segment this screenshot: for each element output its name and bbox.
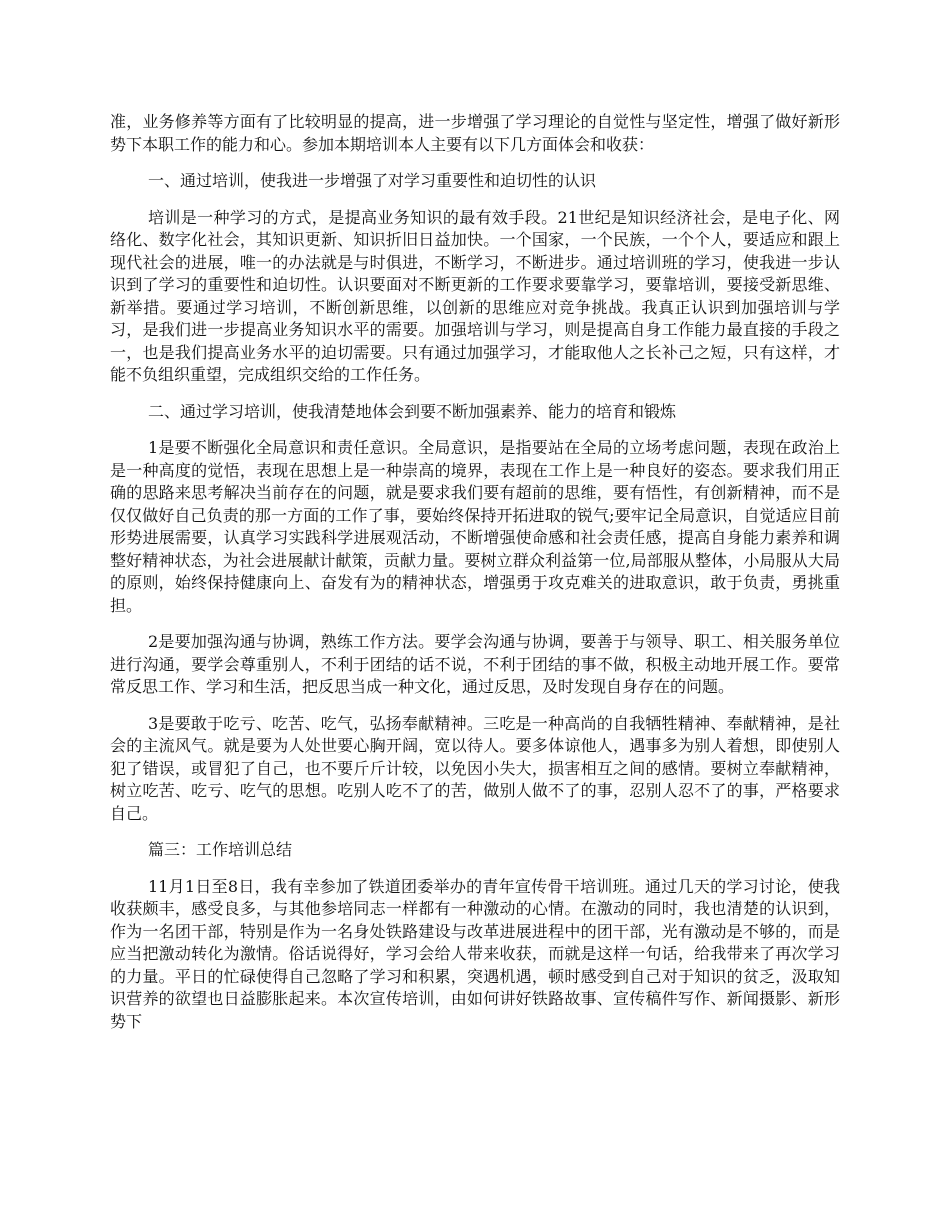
paragraph-point-1: 1是要不断强化全局意识和责任意识。全局意识，是指要站在全局的立场考虑问题，表现在政治上是一种高度的觉悟，表现在思想上是一种崇高的境界，表现在工作上是一种良好的姿态。要求我们用正确的思路来思考解决当前存在的问题，就是要求我们要有超前的思维，要有悟性，有创新精神，而不是仅仅做好自己负责的那一方面的工作了事，要始终保持开拓进取的锐气;要牢记全局意识，自觉适应目前形势进展需要，认真学习实践科学进展观活动，不断增强使命感和社会责任感，提高自身能力素养和调整好精神状态，为社会进展献计献策，贡献力量。要树立群众利益第一位,局部服从整体，小局服从大局的原则，始终保持健康向上、奋发有为的精神状态，增强勇于攻克难关的进取意识，敢于负责，勇挑重担。 bbox=[110, 438, 840, 615]
paragraph-training-importance: 培训是一种学习的方式，是提高业务知识的最有效手段。21世纪是知识经济社会，是电子化、网络化、数字化社会，其知识更新、知识折旧日益加快。一个国家，一个民族，一个个人，要适应和跟上现代社会的进展，唯一的办法就是与时俱进，不断学习，不断进步。通过培训班的学习，使我进一步认识到了学习的重要性和迫切性。认识要面对不断更新的工作要求要靠学习，要靠培训，要接受新思维、新举措。要通过学习培训，不断创新思维，以创新的思维应对竞争挑战。我真正认识到加强培训与学习，是我们进一步提高业务知识水平的需要。加强培训与学习，则是提高自身工作能力最直接的手段之一，也是我们提高业务水平的迫切需要。只有通过加强学习，才能取他人之长补己之短，只有这样，才能不负组织重望，完成组织交给的工作任务。 bbox=[110, 207, 840, 384]
paragraph-point-3: 3是要敢于吃亏、吃苦、吃气，弘扬奉献精神。三吃是一种高尚的自我牺牲精神、奉献精神，是社会的主流风气。就是要为人处世要心胸开阔，宽以待人。要多体谅他人，遇事多为别人着想，即使别人犯了错误，或冒犯了自己，也不要斤斤计较，以免因小失大，损害相互之间的感情。要树立奉献精神，树立吃苦、吃亏、吃气的思想。吃别人吃不了的苦，做别人做不了的事，忍别人忍不了的事，严格要求自己。 bbox=[110, 713, 840, 823]
section-heading-1: 一、通过培训，使我进一步增强了对学习重要性和迫切性的认识 bbox=[148, 171, 597, 190]
document-page bbox=[110, 111, 840, 1047]
paragraph-training-summary: 11月1日至8日，我有幸参加了铁道团委举办的青年宣传骨干培训班。通过几天的学习讨论，使我收获颇丰，感受良多，与其他参培同志一样都有一种激动的心情。在激动的同时，我也清楚的认识到，作为一名团干部，特别是作为一名身处铁路建设与改革进展进程中的团干部，光有激动是不够的，而是应当把激动转化为激情。俗话说得好，学习会给人带来收获，而就是这样一句话，给我带来了再次学习的力量。平日的忙碌使得自己忽略了学习和积累，突遇机遇，顿时感受到自己对于知识的贫乏，汲取知识营养的欲望也日益膨胀起来。本次宣传培训，由如何讲好铁路故事、宣传稿件写作、新闻摄影、新形势下 bbox=[110, 876, 840, 1031]
paragraph-intro-continuation: 准，业务修养等方面有了比较明显的提高，进一步增强了学习理论的自觉性与坚定性，增强了做好新形势下本职工作的能力和心。参加本期培训本人主要有以下几方面体会和收获： bbox=[110, 112, 840, 154]
section-heading-2: 二、通过学习培训，使我清楚地体会到要不断加强素养、能力的培育和锻炼 bbox=[148, 401, 677, 421]
paragraph-point-2: 2是要加强沟通与协调，熟练工作方法。要学会沟通与协调，要善于与领导、职工、相关服务单位进行沟通，要学会尊重别人，不利于团结的话不说，不利于团结的事不做，积极主动地开展工作。要常常反思工作、学习和生活，把反思当成一种文化，通过反思，及时发现自身存在的问题。 bbox=[110, 632, 840, 696]
section-heading-3: 篇三：工作培训总结 bbox=[148, 840, 293, 859]
